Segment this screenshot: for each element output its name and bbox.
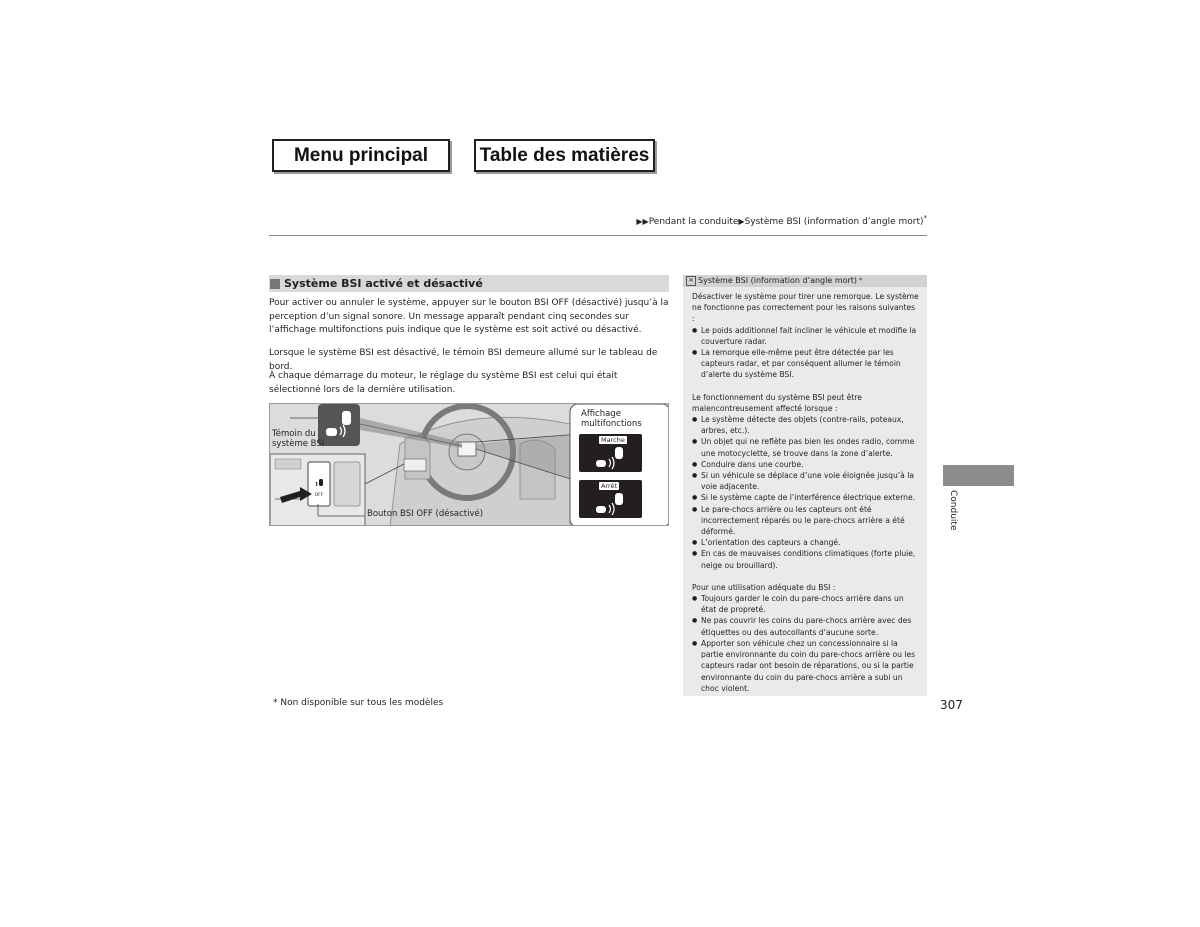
label-bsi-indicator-line2: système BSI (272, 439, 325, 449)
breadcrumb-asterisk: * (923, 214, 927, 222)
button-off-text: OFF (314, 493, 324, 498)
label-on: Marche (601, 436, 625, 444)
sidebar-list-towing (692, 325, 919, 381)
list-item: ● Conduire dans une courbe. (692, 459, 919, 470)
dashboard-illustration (269, 403, 669, 526)
list-item: ● Si le système capte de l’interférence électrique externe. (692, 492, 919, 503)
sidebar-note (683, 275, 927, 696)
label-multi-display-line2: multifonctions (581, 419, 642, 429)
display-off-state (579, 480, 642, 518)
breadcrumb-part-driving[interactable]: Pendant la conduite (648, 217, 739, 227)
bsi-car-radar-icon (593, 445, 629, 471)
section-square-icon (270, 279, 280, 289)
label-multi-display-line1: Affichage (581, 409, 621, 419)
paragraph-restart: À chaque démarrage du moteur, le réglage du système BSI est celui qui était sélectionné lors de la dernière utilisation. (269, 371, 618, 395)
bsi-off-button[interactable] (311, 474, 327, 498)
breadcrumb-part-bsi[interactable]: Système BSI (information d’angle mort) (744, 217, 924, 227)
sidebar-heading-text: Système BSI (information d’angle mort) (698, 276, 858, 286)
display-on-state (579, 434, 642, 472)
section-heading (269, 275, 669, 292)
label-bsi-indicator (272, 429, 324, 449)
sidebar-intro-proper-use: Pour une utilisation adéquate du BSI : (692, 582, 836, 592)
paragraph-activation: Pour activer ou annuler le système, appuyer sur le bouton BSI OFF (désactivé) jusqu’à la perception d’un signal sonore. Un message apparaît pendant cinq secondes sur l’affichage multifonctions puis indique que le système est soit activé ou désactivé. (269, 298, 669, 335)
sidebar-heading (683, 275, 927, 287)
label-off-state: Arrêt (601, 482, 618, 490)
bsi-indicator-icon (323, 408, 357, 442)
list-item: ● La remorque elle-même peut être détectée par les capteurs radar, et par conséquent allumer le témoin d’alerte du système BSI. (692, 347, 919, 381)
sidebar-intro-towing: Désactiver le système pour tirer une remorque. Le système ne fonctionne pas correctement pour les raisons suivantes : (692, 292, 919, 324)
list-item: ● Si un véhicule se déplace d’une voie éloignée jusqu’à la voie adjacente. (692, 470, 919, 492)
table-of-contents-button[interactable]: Table des matières (474, 139, 655, 172)
paragraph-indicator: Lorsque le système BSI est désactivé, le témoin BSI demeure allumé sur le tableau de bord. (269, 348, 658, 372)
list-item: ● Le système détecte des objets (contre-rails, poteaux, arbres, etc.). (692, 414, 919, 436)
main-menu-button[interactable]: Menu principal (272, 139, 450, 172)
list-item: ● Le poids additionnel fait incliner le véhicule et modifie la couverture radar. (692, 325, 919, 347)
list-item: ● L’orientation des capteurs a changé. (692, 537, 919, 548)
sidebar-list-proper-use (692, 593, 919, 694)
breadcrumb-arrow-icon: ▶▶ (636, 217, 649, 226)
label-bsi-indicator-line1: Témoin du (272, 429, 316, 439)
list-item: ● Apporter son véhicule chez un concessionnaire si la partie environnante du coin du pare-chocs arrière ou les capteurs radar ont besoin de réparations, ou si la partie environnante du coin du pare-chocs arrière a subi un choc violent. (692, 638, 919, 694)
list-item: ● Le pare-chocs arrière ou les capteurs ont été incorrectement réparés ou le pare-chocs arrière a été déformé. (692, 504, 919, 538)
list-item: ● En cas de mauvaises conditions climatiques (forte pluie, neige ou brouillard). (692, 548, 919, 570)
footnote: * Non disponible sur tous les modèles (273, 698, 444, 708)
bsi-button-icon (313, 479, 325, 489)
breadcrumb (636, 214, 927, 227)
reference-icon: ✕ (686, 276, 696, 286)
sidebar-intro-affected: Le fonctionnement du système BSI peut être malencontreusement affecté lorsque : (692, 392, 862, 413)
list-item: ● Toujours garder le coin du pare-chocs arrière dans un état de propreté. (692, 593, 919, 615)
sidebar-list-affected (692, 414, 919, 571)
sidebar-heading-asterisk: * (859, 277, 863, 285)
list-item: ● Un objet qui ne reflète pas bien les ondes radio, comme une motocyclette, se trouve dans la zone d’alerte. (692, 436, 919, 458)
breadcrumb-arrow-icon: ▶ (738, 217, 745, 226)
bsi-car-radar-icon (593, 491, 629, 517)
label-multi-display (581, 409, 642, 429)
chapter-tab (943, 465, 1014, 486)
header-divider (269, 235, 927, 236)
page-number: 307 (940, 698, 963, 712)
section-title: Système BSI activé et désactivé (284, 277, 483, 290)
chapter-tab-label: Conduite (948, 490, 958, 531)
list-item: ● Ne pas couvrir les coins du pare-chocs arrière avec des étiquettes ou des autocollants d’aucune sorte. (692, 615, 919, 637)
label-bsi-off-button: Bouton BSI OFF (désactivé) (367, 509, 484, 519)
